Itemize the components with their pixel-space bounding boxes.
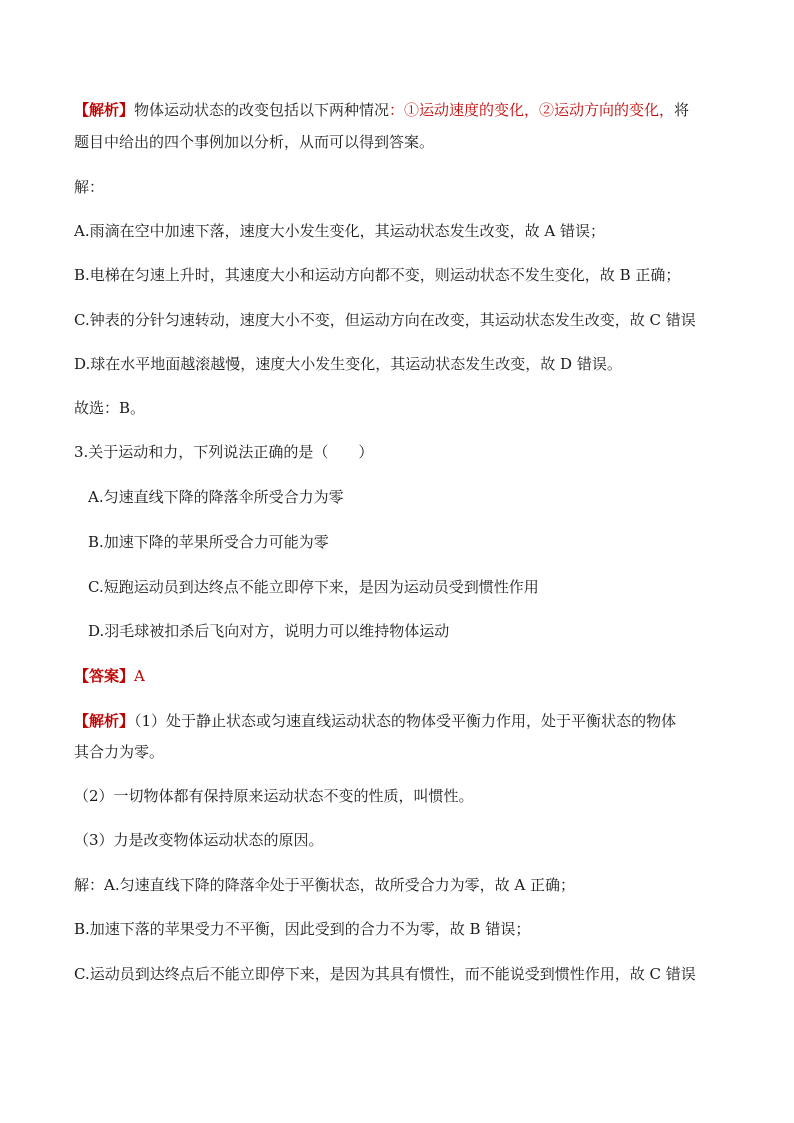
q3-option-d: D.羽毛球被扣杀后飞向对方，说明力可以维持物体运动 bbox=[88, 622, 450, 640]
q3-solution-a: 解：A.匀速直线下降的降落伞处于平衡状态，故所受合力为零，故 A 正确； bbox=[74, 876, 575, 894]
q3-analysis-point-3: （3）力是改变物体运动状态的原因。 bbox=[74, 831, 324, 849]
q2-final-choice: 故选：B。 bbox=[74, 399, 146, 417]
q3-analysis-point-2: （2）一切物体都有保持原来运动状态不变的性质，叫惯性。 bbox=[74, 787, 474, 805]
q2-solution-d: D.球在水平地面越滚越慢，速度大小发生变化，其运动状态发生改变，故 D 错误。 bbox=[74, 355, 622, 373]
q2-solution-b: B.电梯在匀速上升时，其速度大小和运动方向都不变，则运动状态不发生变化，故 B 正确； bbox=[74, 266, 681, 284]
q3-option-b: B.加速下降的苹果所受合力可能为零 bbox=[88, 533, 329, 551]
answer-value: A bbox=[134, 667, 145, 685]
q3-analysis-line-1 bbox=[74, 710, 724, 732]
q2-analysis-line-1 bbox=[74, 99, 724, 121]
q3-answer bbox=[74, 665, 724, 687]
q2-analysis-line-2: 题目中给出的四个事例加以分析，从而可以得到答案。 bbox=[74, 133, 435, 151]
analysis-text: （1）处于静止状态或匀速直线运动状态的物体受平衡力作用，处于平衡状态的物体 bbox=[134, 712, 677, 730]
answer-tag: 【答案】 bbox=[74, 667, 135, 685]
analysis-text-end: 将 bbox=[674, 101, 690, 119]
analysis-tag: 【解析】 bbox=[74, 712, 135, 730]
q3-option-c: C.短跑运动员到达终点不能立即停下来，是因为运动员受到惯性作用 bbox=[88, 578, 539, 596]
q3-option-a: A.匀速直线下降的降落伞所受合力为零 bbox=[88, 488, 344, 506]
q2-solution-label: 解： bbox=[74, 178, 105, 196]
analysis-tag: 【解析】 bbox=[74, 101, 135, 119]
q3-solution-c: C.运动员到达终点后不能立即停下来，是因为其具有惯性，而不能说受到惯性作用，故 C 错误 bbox=[74, 965, 696, 983]
q3-analysis-line-2: 其合力为零。 bbox=[74, 743, 165, 761]
analysis-text: 物体运动状态的改变包括以下两种情况 bbox=[134, 101, 390, 119]
q2-solution-a: A.雨滴在空中加速下落，速度大小发生变化，其运动状态发生改变，故 A 错误； bbox=[74, 222, 605, 240]
q2-solution-c: C.钟表的分针匀速转动，速度大小不变，但运动方向在改变，其运动状态发生改变，故 C 错误 bbox=[74, 311, 696, 329]
q3-solution-b: B.加速下落的苹果受力不平衡，因此受到的合力不为零，故 B 错误； bbox=[74, 920, 531, 938]
q3-stem: 3.关于运动和力，下列说法正确的是（ ） bbox=[74, 443, 374, 461]
analysis-highlight: ：①运动速度的变化，②运动方向的变化， bbox=[389, 101, 675, 119]
